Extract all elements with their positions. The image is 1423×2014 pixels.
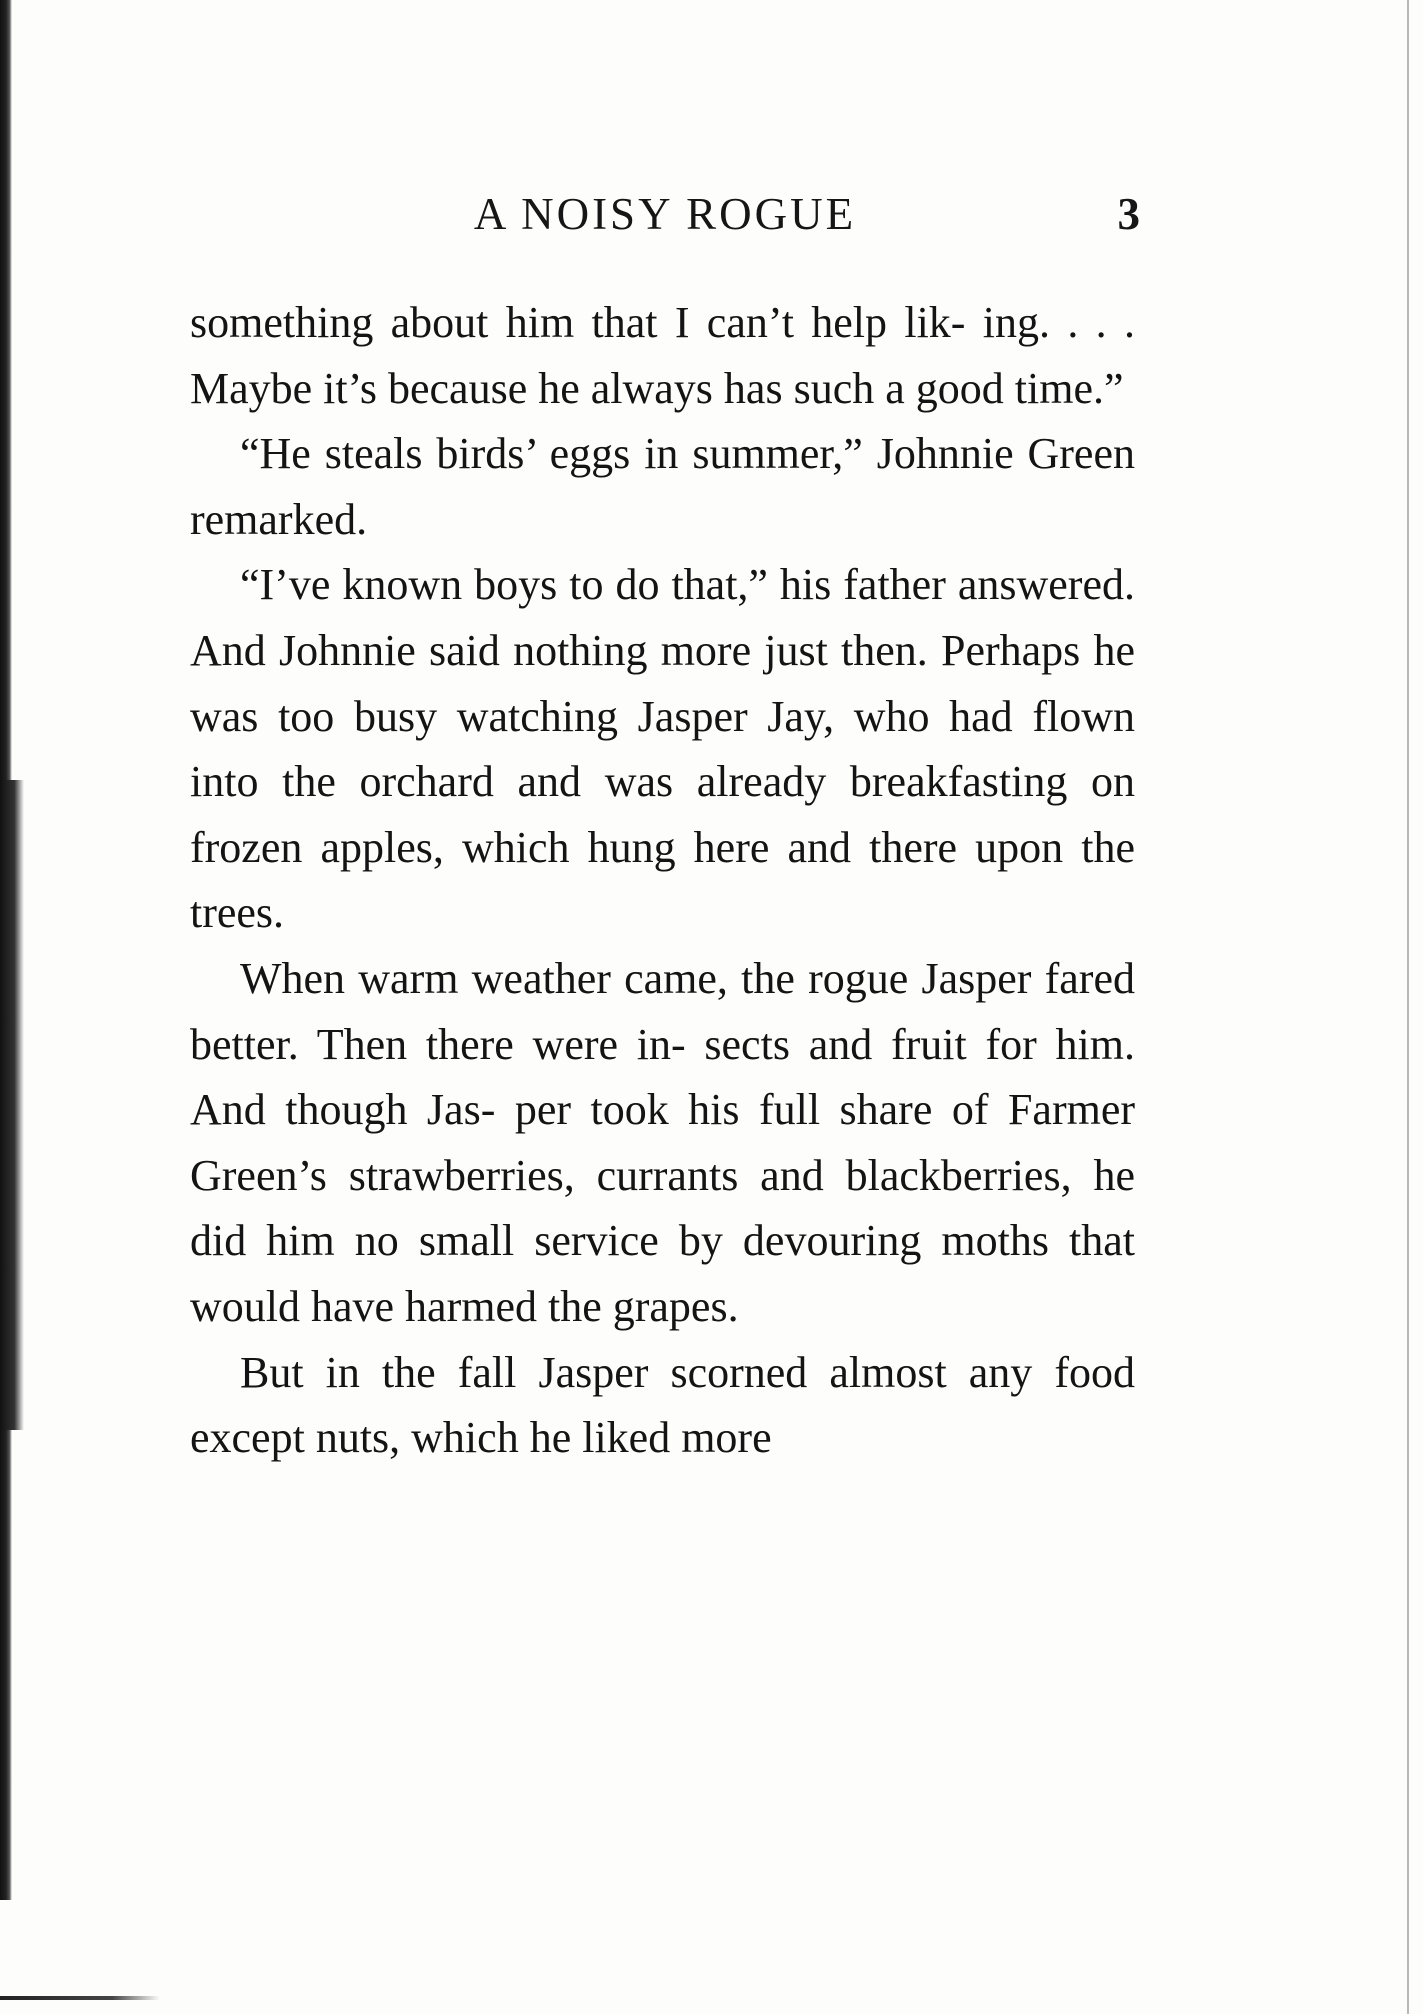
page-number: 3 (1117, 189, 1140, 239)
paragraph-3: “I’ve known boys to do that,” his father answered. And Johnnie said nothing more just then. Perhaps he was too busy watching Jasper Jay, who had flown into the orchard and was already breakfasting on frozen apples, which hung here and there upon the trees. (190, 560, 1135, 938)
paragraph-5: But in the fall Jasper scorned almost any food except nuts, which he liked more (190, 1347, 1135, 1463)
paragraph-1: something about him that I can’t help lik- ing. . . . Maybe it’s because he always has such a good time.” (190, 298, 1135, 413)
body-text (190, 290, 1135, 1471)
running-head (190, 188, 1140, 248)
page-binding-shadow (0, 780, 24, 1430)
page-bottom-edge (0, 1996, 160, 2000)
running-title: A NOISY ROGUE (473, 189, 857, 239)
page-right-edge (1407, 0, 1409, 2014)
paragraph-4: When warm weather came, the rogue Jasper fared better. Then there were in- sects and fruit for him. And though Jas- per took his full share of Farmer Green’s strawberries, currants and blackberries, he did him no small service by devouring moths that would have harmed the grapes. (190, 953, 1135, 1331)
paragraph-2: “He steals birds’ eggs in summer,” Johnnie Green remarked. (190, 429, 1135, 544)
